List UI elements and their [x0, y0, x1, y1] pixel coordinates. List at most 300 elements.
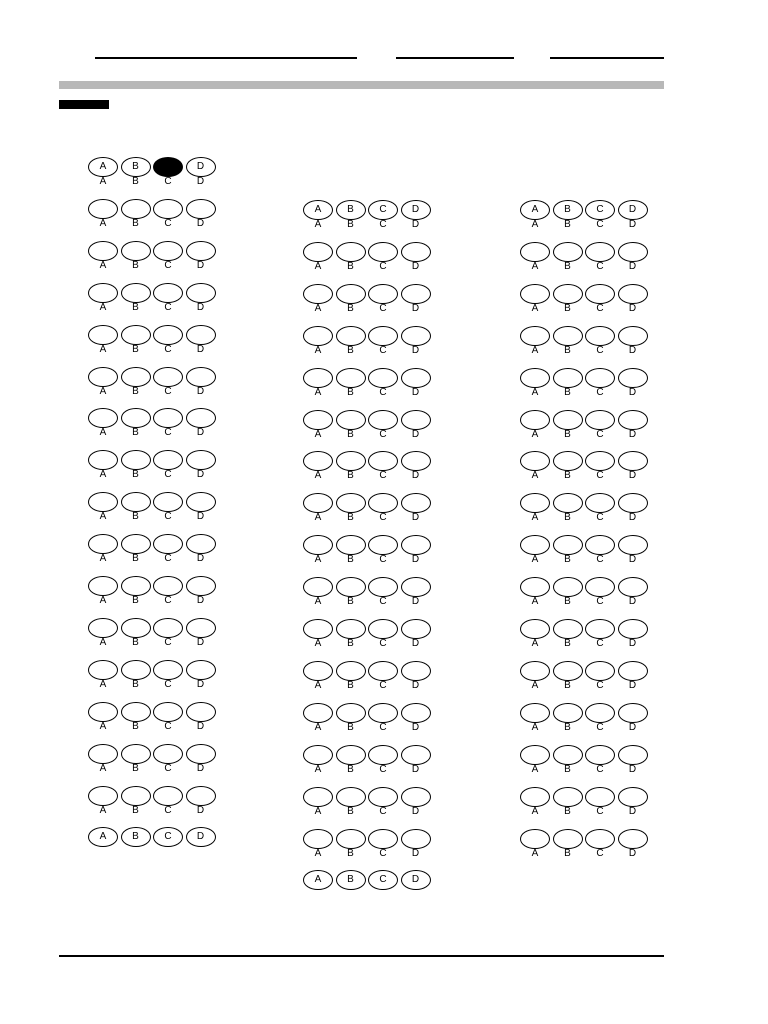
answer-bubble-45-c[interactable]	[585, 619, 615, 639]
choice-letter: D	[196, 343, 205, 355]
answer-bubble-12-d[interactable]	[186, 618, 216, 638]
answer-bubble-23-c[interactable]	[368, 410, 398, 430]
answer-bubble-10-c[interactable]	[153, 534, 183, 554]
answer-bubble-38-c[interactable]	[585, 326, 615, 346]
answer-bubble-46-c[interactable]	[585, 661, 615, 681]
choice-letter: A	[99, 427, 107, 439]
answer-bubble-21-d[interactable]	[401, 326, 431, 346]
answer-bubble-3-b[interactable]	[121, 241, 151, 261]
choice-letter: D	[628, 805, 637, 817]
choice-letter: B	[564, 763, 571, 775]
answer-bubble-26-a[interactable]	[303, 535, 333, 555]
answer-bubble-41-d[interactable]	[618, 451, 648, 471]
choice-letter: A	[531, 470, 539, 482]
choice-letter: B	[347, 512, 354, 524]
choice-letter: A	[99, 217, 107, 229]
answer-bubble-21-c[interactable]	[368, 326, 398, 346]
answer-bubble-15-a[interactable]	[88, 744, 118, 764]
choice-letter: D	[411, 470, 420, 482]
answer-bubble-24-a[interactable]	[303, 451, 333, 471]
answer-bubble-36-c[interactable]	[585, 242, 615, 262]
choice-letter: A	[314, 763, 322, 775]
answer-bubble-3-a[interactable]	[88, 241, 118, 261]
choice-letter: B	[132, 301, 139, 313]
choice-letter: C	[164, 427, 172, 439]
answer-bubble-14-b[interactable]	[121, 702, 151, 722]
name-field[interactable]	[95, 57, 357, 59]
answer-bubble-31-c[interactable]	[368, 745, 398, 765]
choice-letter: B	[347, 219, 354, 230]
answer-bubble-22-c[interactable]	[368, 368, 398, 388]
choice-letter: C	[379, 847, 387, 859]
answer-bubble-25-a[interactable]	[303, 493, 333, 513]
answer-bubble-29-d[interactable]	[401, 661, 431, 681]
answer-bubble-22-d[interactable]	[401, 368, 431, 388]
choice-letter: A	[314, 679, 322, 691]
answer-bubble-19-b[interactable]	[336, 242, 366, 262]
choice-letter: A	[531, 386, 539, 398]
choice-letter: A	[314, 344, 322, 356]
choice-letter: A	[531, 302, 539, 314]
choice-letter: C	[164, 259, 172, 271]
answer-bubble-10-d[interactable]	[186, 534, 216, 554]
choice-letter: C	[379, 554, 387, 566]
answer-bubble-20-c[interactable]	[368, 284, 398, 304]
choice-letter: D	[628, 847, 637, 859]
answer-bubble-2-a[interactable]	[88, 199, 118, 219]
answer-bubble-21-a[interactable]	[303, 326, 333, 346]
choice-letter: A	[99, 469, 107, 481]
answer-bubble-38-b[interactable]	[553, 326, 583, 346]
answer-bubble-47-b[interactable]	[553, 703, 583, 723]
answer-bubble-4-d[interactable]	[186, 283, 216, 303]
choice-letter: C	[379, 260, 387, 272]
answer-bubble-23-a[interactable]	[303, 410, 333, 430]
answer-bubble-27-d[interactable]	[401, 577, 431, 597]
answer-bubble-31-b[interactable]	[336, 745, 366, 765]
answer-bubble-45-d[interactable]	[618, 619, 648, 639]
answer-bubble-14-d[interactable]	[186, 702, 216, 722]
choice-letter: A	[531, 596, 539, 608]
bubble-letter: B	[347, 204, 354, 215]
choice-letter: B	[347, 554, 354, 566]
answer-bubble-28-b[interactable]	[336, 619, 366, 639]
answer-bubble-4-b[interactable]	[121, 283, 151, 303]
answer-bubble-46-a[interactable]	[520, 661, 550, 681]
answer-bubble-11-d[interactable]	[186, 576, 216, 596]
bubble-letter: C	[596, 204, 604, 215]
answer-bubble-49-a[interactable]	[520, 787, 550, 807]
choice-letter: B	[564, 302, 571, 314]
answer-bubble-40-b[interactable]	[553, 410, 583, 430]
choice-letter: B	[347, 847, 354, 859]
choice-letter: D	[196, 553, 205, 565]
answer-bubble-48-b[interactable]	[553, 745, 583, 765]
answer-bubble-8-a[interactable]	[88, 450, 118, 470]
answer-bubble-19-c[interactable]	[368, 242, 398, 262]
choice-letter: A	[314, 428, 322, 440]
choice-letter: C	[596, 512, 604, 524]
answer-bubble-7-c[interactable]	[153, 408, 183, 428]
answer-bubble-4-c[interactable]	[153, 283, 183, 303]
answer-bubble-41-b[interactable]	[553, 451, 583, 471]
answer-bubble-11-a[interactable]	[88, 576, 118, 596]
answer-bubble-37-b[interactable]	[553, 284, 583, 304]
choice-letter: C	[164, 511, 172, 523]
class-field[interactable]	[396, 57, 514, 59]
choice-letter: A	[531, 344, 539, 356]
answer-bubble-30-d[interactable]	[401, 703, 431, 723]
answer-bubble-2-b[interactable]	[121, 199, 151, 219]
answer-bubble-6-d[interactable]	[186, 367, 216, 387]
answer-bubble-16-a[interactable]	[88, 786, 118, 806]
answer-bubble-8-c[interactable]	[153, 450, 183, 470]
answer-bubble-9-c[interactable]	[153, 492, 183, 512]
answer-bubble-42-a[interactable]	[520, 493, 550, 513]
answer-bubble-39-d[interactable]	[618, 368, 648, 388]
choice-letter: B	[132, 176, 139, 187]
choice-letter: A	[314, 805, 322, 817]
answer-bubble-33-c[interactable]	[368, 829, 398, 849]
choice-letter: B	[347, 386, 354, 398]
answer-bubble-39-b[interactable]	[553, 368, 583, 388]
answer-bubble-19-a[interactable]	[303, 242, 333, 262]
answer-bubble-50-c[interactable]	[585, 829, 615, 849]
answer-bubble-26-d[interactable]	[401, 535, 431, 555]
choice-letter: A	[314, 386, 322, 398]
choice-letter: A	[99, 553, 107, 565]
answer-bubble-10-b[interactable]	[121, 534, 151, 554]
answer-bubble-49-c[interactable]	[585, 787, 615, 807]
answer-bubble-6-a[interactable]	[88, 367, 118, 387]
choice-letter: B	[347, 260, 354, 272]
answer-bubble-24-d[interactable]	[401, 451, 431, 471]
answer-bubble-27-b[interactable]	[336, 577, 366, 597]
answer-bubble-38-a[interactable]	[520, 326, 550, 346]
choice-letter: D	[411, 344, 420, 356]
choice-letter: B	[132, 804, 139, 816]
choice-letter: D	[411, 554, 420, 566]
answer-bubble-3-c[interactable]	[153, 241, 183, 261]
answer-bubble-43-a[interactable]	[520, 535, 550, 555]
answer-bubble-44-c[interactable]	[585, 577, 615, 597]
answer-bubble-43-c[interactable]	[585, 535, 615, 555]
answer-bubble-28-c[interactable]	[368, 619, 398, 639]
answer-bubble-45-b[interactable]	[553, 619, 583, 639]
choice-letter: D	[411, 638, 420, 649]
choice-letter: D	[196, 804, 205, 816]
answer-bubble-19-d[interactable]	[401, 242, 431, 262]
answer-bubble-32-b[interactable]	[336, 787, 366, 807]
answer-bubble-30-b[interactable]	[336, 703, 366, 723]
choice-letter: A	[99, 678, 107, 690]
choice-letter: C	[164, 217, 172, 229]
answer-bubble-29-b[interactable]	[336, 661, 366, 681]
answer-bubble-33-a[interactable]	[303, 829, 333, 849]
choice-letter: C	[379, 679, 387, 691]
answer-bubble-27-a[interactable]	[303, 577, 333, 597]
answer-bubble-41-a[interactable]	[520, 451, 550, 471]
answer-bubble-47-c[interactable]	[585, 703, 615, 723]
answer-bubble-22-b[interactable]	[336, 368, 366, 388]
answer-bubble-32-a[interactable]	[303, 787, 333, 807]
choice-letter: B	[347, 805, 354, 817]
choice-letter: C	[379, 763, 387, 775]
choice-letter: B	[132, 720, 139, 732]
choice-letter: A	[314, 721, 322, 733]
answer-bubble-23-d[interactable]	[401, 410, 431, 430]
answer-bubble-20-a[interactable]	[303, 284, 333, 304]
answer-bubble-36-b[interactable]	[553, 242, 583, 262]
answer-bubble-12-c[interactable]	[153, 618, 183, 638]
answer-bubble-22-a[interactable]	[303, 368, 333, 388]
choice-letter: D	[196, 301, 205, 313]
answer-bubble-42-d[interactable]	[618, 493, 648, 513]
answer-bubble-48-c[interactable]	[585, 745, 615, 765]
answer-bubble-43-d[interactable]	[618, 535, 648, 555]
answer-bubble-32-d[interactable]	[401, 787, 431, 807]
choice-letter: D	[411, 805, 420, 817]
bubble-letter: C	[164, 831, 172, 843]
answer-bubble-13-a[interactable]	[88, 660, 118, 680]
choice-letter: B	[347, 721, 354, 733]
answer-bubble-21-b[interactable]	[336, 326, 366, 346]
choice-letter: D	[196, 259, 205, 271]
choice-letter: C	[164, 385, 172, 397]
answer-bubble-40-c[interactable]	[585, 410, 615, 430]
choice-letter: B	[132, 427, 139, 439]
choice-letter: C	[379, 302, 387, 314]
answer-bubble-5-c[interactable]	[153, 325, 183, 345]
answer-bubble-13-b[interactable]	[121, 660, 151, 680]
choice-letter: D	[411, 219, 420, 230]
choice-letter: B	[347, 470, 354, 482]
answer-bubble-37-d[interactable]	[618, 284, 648, 304]
answer-bubble-12-a[interactable]	[88, 618, 118, 638]
bubble-letter: B	[347, 874, 354, 886]
answer-bubble-42-c[interactable]	[585, 493, 615, 513]
answer-bubble-20-b[interactable]	[336, 284, 366, 304]
answer-bubble-44-b[interactable]	[553, 577, 583, 597]
answer-bubble-31-a[interactable]	[303, 745, 333, 765]
choice-letter: C	[164, 343, 172, 355]
choice-letter: C	[379, 638, 387, 649]
answer-bubble-46-b[interactable]	[553, 661, 583, 681]
answer-bubble-24-c[interactable]	[368, 451, 398, 471]
answer-bubble-5-b[interactable]	[121, 325, 151, 345]
answer-bubble-41-c[interactable]	[585, 451, 615, 471]
answer-bubble-40-a[interactable]	[520, 410, 550, 430]
answer-bubble-30-c[interactable]	[368, 703, 398, 723]
answer-bubble-40-d[interactable]	[618, 410, 648, 430]
answer-bubble-36-a[interactable]	[520, 242, 550, 262]
answer-bubble-44-d[interactable]	[618, 577, 648, 597]
answer-bubble-28-d[interactable]	[401, 619, 431, 639]
choice-letter: D	[628, 721, 637, 733]
choice-letter: A	[314, 554, 322, 566]
answer-bubble-6-b[interactable]	[121, 367, 151, 387]
choice-letter: B	[132, 259, 139, 271]
choice-letter: D	[196, 469, 205, 481]
answer-bubble-9-a[interactable]	[88, 492, 118, 512]
answer-bubble-20-d[interactable]	[401, 284, 431, 304]
answer-bubble-38-d[interactable]	[618, 326, 648, 346]
answer-bubble-43-b[interactable]	[553, 535, 583, 555]
choice-letter: D	[628, 428, 637, 440]
answer-bubble-6-c[interactable]	[153, 367, 183, 387]
bubble-letter: C	[379, 874, 387, 886]
choice-letter: D	[628, 302, 637, 314]
choice-letter: C	[596, 344, 604, 356]
choice-letter: B	[347, 763, 354, 775]
choice-letter: C	[379, 386, 387, 398]
choice-letter: C	[164, 804, 172, 816]
answer-bubble-4-a[interactable]	[88, 283, 118, 303]
bubble-letter: A	[314, 204, 322, 215]
choice-letter: B	[132, 511, 139, 523]
choice-letter: C	[164, 301, 172, 313]
choice-letter: B	[132, 595, 139, 606]
choice-letter: B	[132, 343, 139, 355]
answer-bubble-47-a[interactable]	[520, 703, 550, 723]
choice-letter: D	[196, 176, 205, 187]
answer-bubble-8-d[interactable]	[186, 450, 216, 470]
choice-letter: A	[99, 720, 107, 732]
answer-bubble-15-b[interactable]	[121, 744, 151, 764]
choice-letter: C	[379, 805, 387, 817]
bubble-letter: C	[164, 161, 172, 172]
choice-letter: D	[411, 302, 420, 314]
choice-letter: B	[132, 553, 139, 565]
choice-letter: C	[596, 679, 604, 691]
choice-letter: B	[564, 512, 571, 524]
choice-letter: D	[628, 260, 637, 272]
answer-bubble-27-c[interactable]	[368, 577, 398, 597]
answer-bubble-11-b[interactable]	[121, 576, 151, 596]
answer-bubble-29-c[interactable]	[368, 661, 398, 681]
answer-bubble-15-d[interactable]	[186, 744, 216, 764]
choice-letter: D	[411, 428, 420, 440]
answer-bubble-7-d[interactable]	[186, 408, 216, 428]
answer-bubble-8-b[interactable]	[121, 450, 151, 470]
answer-bubble-25-b[interactable]	[336, 493, 366, 513]
answer-bubble-36-d[interactable]	[618, 242, 648, 262]
footer-divider	[59, 955, 664, 957]
answer-bubble-16-c[interactable]	[153, 786, 183, 806]
choice-letter: D	[411, 847, 420, 859]
choice-letter: B	[564, 679, 571, 691]
answer-bubble-46-d[interactable]	[618, 661, 648, 681]
answer-bubble-42-b[interactable]	[553, 493, 583, 513]
answer-bubble-50-d[interactable]	[618, 829, 648, 849]
answer-bubble-29-a[interactable]	[303, 661, 333, 681]
answer-bubble-48-a[interactable]	[520, 745, 550, 765]
answer-bubble-16-d[interactable]	[186, 786, 216, 806]
answer-bubble-50-a[interactable]	[520, 829, 550, 849]
answer-bubble-31-d[interactable]	[401, 745, 431, 765]
choice-letter: D	[628, 596, 637, 608]
answer-bubble-45-a[interactable]	[520, 619, 550, 639]
answer-bubble-25-c[interactable]	[368, 493, 398, 513]
answer-bubble-9-d[interactable]	[186, 492, 216, 512]
answer-bubble-33-b[interactable]	[336, 829, 366, 849]
answer-bubble-2-c[interactable]	[153, 199, 183, 219]
answer-bubble-10-a[interactable]	[88, 534, 118, 554]
answer-bubble-16-b[interactable]	[121, 786, 151, 806]
choice-letter: B	[132, 469, 139, 481]
choice-letter: C	[596, 470, 604, 482]
bubble-letter: D	[628, 204, 637, 215]
answer-bubble-14-a[interactable]	[88, 702, 118, 722]
answer-bubble-24-b[interactable]	[336, 451, 366, 471]
choice-letter: A	[99, 511, 107, 523]
choice-letter: C	[379, 596, 387, 608]
answer-bubble-13-c[interactable]	[153, 660, 183, 680]
choice-letter: D	[196, 762, 205, 774]
choice-letter: D	[411, 679, 420, 691]
answer-bubble-37-c[interactable]	[585, 284, 615, 304]
answer-bubble-23-b[interactable]	[336, 410, 366, 430]
answer-bubble-7-b[interactable]	[121, 408, 151, 428]
choice-letter: C	[596, 805, 604, 817]
answer-bubble-5-a[interactable]	[88, 325, 118, 345]
answer-bubble-49-b[interactable]	[553, 787, 583, 807]
choice-letter: C	[596, 219, 604, 230]
answer-bubble-3-d[interactable]	[186, 241, 216, 261]
answer-bubble-33-d[interactable]	[401, 829, 431, 849]
header-divider	[59, 81, 664, 89]
date-field[interactable]	[550, 57, 664, 59]
answer-bubble-25-d[interactable]	[401, 493, 431, 513]
choice-letter: A	[99, 762, 107, 774]
answer-bubble-9-b[interactable]	[121, 492, 151, 512]
answer-bubble-12-b[interactable]	[121, 618, 151, 638]
choice-letter: B	[564, 596, 571, 608]
answer-bubble-26-c[interactable]	[368, 535, 398, 555]
choice-letter: B	[564, 554, 571, 566]
answer-bubble-39-a[interactable]	[520, 368, 550, 388]
choice-letter: B	[347, 302, 354, 314]
choice-letter: A	[314, 302, 322, 314]
choice-letter: D	[628, 344, 637, 356]
bubble-letter: D	[196, 831, 205, 843]
answer-bubble-2-d[interactable]	[186, 199, 216, 219]
answer-bubble-39-c[interactable]	[585, 368, 615, 388]
answer-bubble-50-b[interactable]	[553, 829, 583, 849]
choice-letter: A	[531, 260, 539, 272]
answer-bubble-13-d[interactable]	[186, 660, 216, 680]
answer-bubble-5-d[interactable]	[186, 325, 216, 345]
answer-bubble-48-d[interactable]	[618, 745, 648, 765]
answer-bubble-11-c[interactable]	[153, 576, 183, 596]
choice-letter: C	[379, 219, 387, 230]
answer-bubble-15-c[interactable]	[153, 744, 183, 764]
answer-bubble-28-a[interactable]	[303, 619, 333, 639]
answer-bubble-30-a[interactable]	[303, 703, 333, 723]
bubble-letter: A	[314, 874, 322, 886]
answer-bubble-47-d[interactable]	[618, 703, 648, 723]
answer-bubble-32-c[interactable]	[368, 787, 398, 807]
answer-bubble-49-d[interactable]	[618, 787, 648, 807]
choice-letter: D	[628, 219, 637, 230]
answer-bubble-44-a[interactable]	[520, 577, 550, 597]
answer-bubble-26-b[interactable]	[336, 535, 366, 555]
choice-letter: B	[564, 638, 571, 649]
title-accent-bar	[59, 100, 109, 109]
answer-bubble-14-c[interactable]	[153, 702, 183, 722]
answer-bubble-37-a[interactable]	[520, 284, 550, 304]
answer-bubble-7-a[interactable]	[88, 408, 118, 428]
